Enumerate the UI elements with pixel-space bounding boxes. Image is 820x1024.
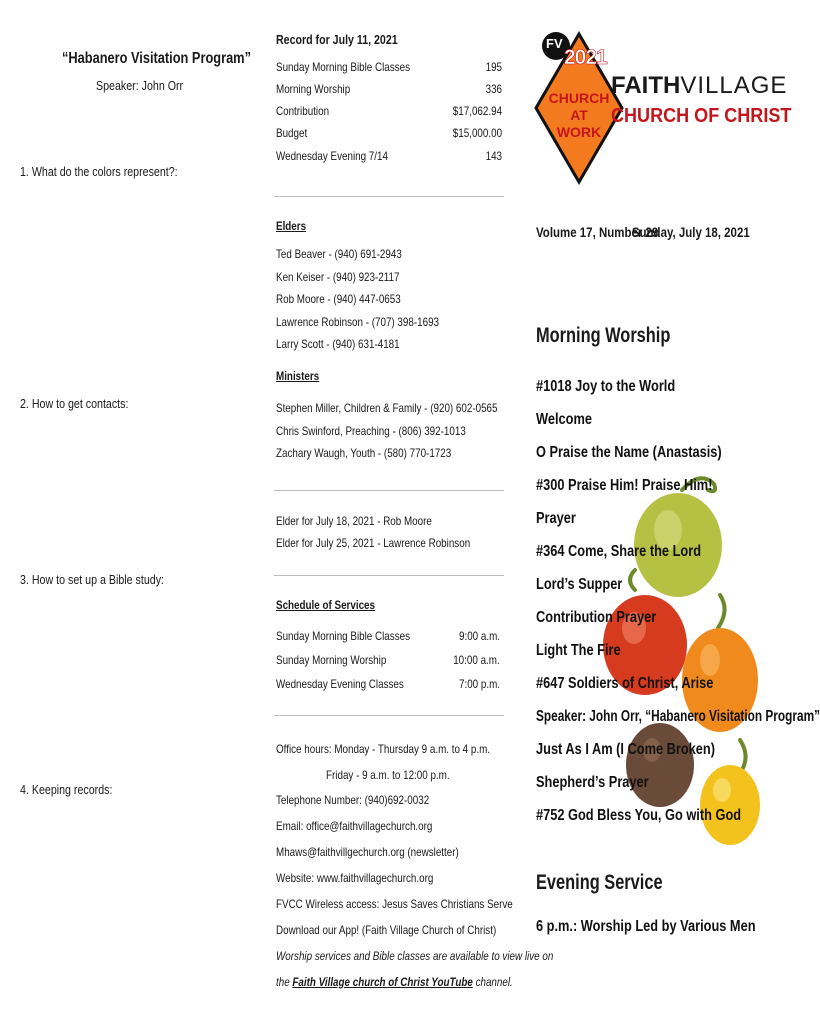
- worship-item: Lord’s Supper: [536, 576, 623, 593]
- sermon-title: “Habanero Visitation Program”: [62, 50, 251, 67]
- live-stream-note: [276, 949, 553, 963]
- elder-contact: Lawrence Robinson - (707) 398-1693: [276, 315, 440, 329]
- live-post: channel.: [472, 975, 513, 989]
- telephone: Telephone Number: (940)692-0032: [276, 793, 430, 807]
- schedule-service: Sunday Morning Worship: [276, 653, 387, 667]
- worship-item: Light The Fire: [536, 642, 621, 659]
- record-value: $17,062.94: [452, 104, 502, 118]
- newsletter-email: Mhaws@faithvillgechurch.org (newsletter): [276, 845, 459, 859]
- sign-line-1: CHURCH: [548, 90, 610, 106]
- sign-line-3: WORK: [556, 124, 602, 140]
- worship-item: #752 God Bless You, Go with God: [536, 807, 742, 824]
- schedule-service: Sunday Morning Bible Classes: [276, 629, 411, 643]
- live-pre: the: [276, 975, 293, 989]
- issue-volume: Volume 17, Number 29: [536, 224, 659, 240]
- sermon-speaker: Speaker: John Orr: [96, 78, 184, 93]
- minister-contact: Zachary Waugh, Youth - (580) 770-1723: [276, 446, 452, 460]
- schedule-time: 10:00 a.m.: [453, 653, 500, 667]
- elder-of-week: Elder for July 18, 2021 - Rob Moore: [276, 514, 432, 528]
- evening-service-heading: Evening Service: [536, 871, 663, 894]
- record-label: Budget: [276, 126, 308, 140]
- record-label: Sunday Morning Bible Classes: [276, 60, 411, 74]
- worship-item: Just As I Am (I Come Broken): [536, 741, 715, 758]
- habanero-peppers-image: [590, 470, 760, 860]
- live-stream-note-2: [276, 975, 513, 989]
- office-hours-friday: Friday - 9 a.m. to 12:00 p.m.: [326, 768, 450, 782]
- worship-item: Shepherd’s Prayer: [536, 774, 649, 791]
- record-value: 336: [485, 82, 502, 96]
- morning-worship-heading: Morning Worship: [536, 324, 671, 347]
- question-4: 4. Keeping records:: [20, 782, 113, 797]
- minister-contact: Chris Swinford, Preaching - (806) 392-1013: [276, 424, 466, 438]
- elders-heading: Elders: [276, 219, 307, 233]
- record-value: $15,000.00: [452, 126, 502, 140]
- record-label: Morning Worship: [276, 82, 351, 96]
- evening-service-detail: 6 p.m.: Worship Led by Various Men: [536, 918, 756, 935]
- youtube-link[interactable]: Faith Village church of Christ YouTube: [292, 975, 473, 989]
- issue-date: Sunday, July 18, 2021: [632, 224, 750, 240]
- church-name-line2: CHURCH OF CHRIST: [611, 104, 792, 127]
- elder-of-week: Elder for July 25, 2021 - Lawrence Robinson: [276, 536, 471, 550]
- schedule-time: 9:00 a.m.: [458, 629, 500, 643]
- worship-item: O Praise the Name (Anastasis): [536, 444, 722, 461]
- divider: [274, 715, 504, 716]
- sign-line-2: AT: [570, 107, 588, 123]
- divider: [274, 196, 504, 197]
- question-2: 2. How to get contacts:: [20, 396, 129, 411]
- church-name-bold: FAITH: [611, 72, 681, 99]
- minister-contact: Stephen Miller, Children & Family - (920) 602-0565: [276, 401, 498, 415]
- worship-item: Contribution Prayer: [536, 609, 657, 626]
- record-value: 195: [485, 60, 502, 74]
- elder-contact: Rob Moore - (940) 447-0653: [276, 292, 401, 306]
- divider: [274, 490, 504, 491]
- website: Website: www.faithvillagechurch.org: [276, 871, 434, 885]
- divider: [274, 575, 504, 576]
- schedule-heading: Schedule of Services: [276, 598, 376, 612]
- worship-item: #647 Soldiers of Christ, Arise: [536, 675, 714, 692]
- question-3: 3. How to set up a Bible study:: [20, 572, 164, 587]
- record-label: Contribution: [276, 104, 330, 118]
- peppers-graphic: [590, 470, 760, 860]
- schedule-time: 7:00 p.m.: [458, 677, 500, 691]
- record-label: Wednesday Evening 7/14: [276, 149, 388, 163]
- live-line-1: Worship services and Bible classes are available to view live on: [276, 949, 554, 963]
- church-name: [611, 72, 787, 100]
- elder-contact: Ted Beaver - (940) 691-2943: [276, 247, 402, 261]
- worship-item: #364 Come, Share the Lord: [536, 543, 702, 560]
- elder-contact: Ken Keiser - (940) 923-2117: [276, 270, 400, 284]
- record-heading: Record for July 11, 2021: [276, 33, 398, 47]
- email: Email: office@faithvillagechurch.org: [276, 819, 433, 833]
- question-1: 1. What do the colors represent?:: [20, 164, 178, 179]
- sign-year: 2021: [564, 46, 607, 69]
- record-value: 143: [485, 149, 502, 163]
- schedule-service: Wednesday Evening Classes: [276, 677, 404, 691]
- sign-fv: FV: [546, 36, 563, 51]
- app-info: Download our App! (Faith Village Church of Christ): [276, 923, 497, 937]
- worship-item: Speaker: John Orr, “Habanero Visitation Program”: [536, 708, 820, 725]
- wireless-info: FVCC Wireless access: Jesus Saves Christians Serve: [276, 897, 513, 911]
- worship-item: #300 Praise Him! Praise Him!: [536, 477, 713, 494]
- elder-contact: Larry Scott - (940) 631-4181: [276, 337, 400, 351]
- worship-item: Prayer: [536, 510, 576, 527]
- ministers-heading: Ministers: [276, 369, 320, 383]
- worship-item: Welcome: [536, 411, 592, 428]
- worship-item: #1018 Joy to the World: [536, 378, 676, 395]
- church-name-light: VILLAGE: [680, 72, 788, 99]
- office-hours: Office hours: Monday - Thursday 9 a.m. to 4 p.m.: [276, 742, 491, 756]
